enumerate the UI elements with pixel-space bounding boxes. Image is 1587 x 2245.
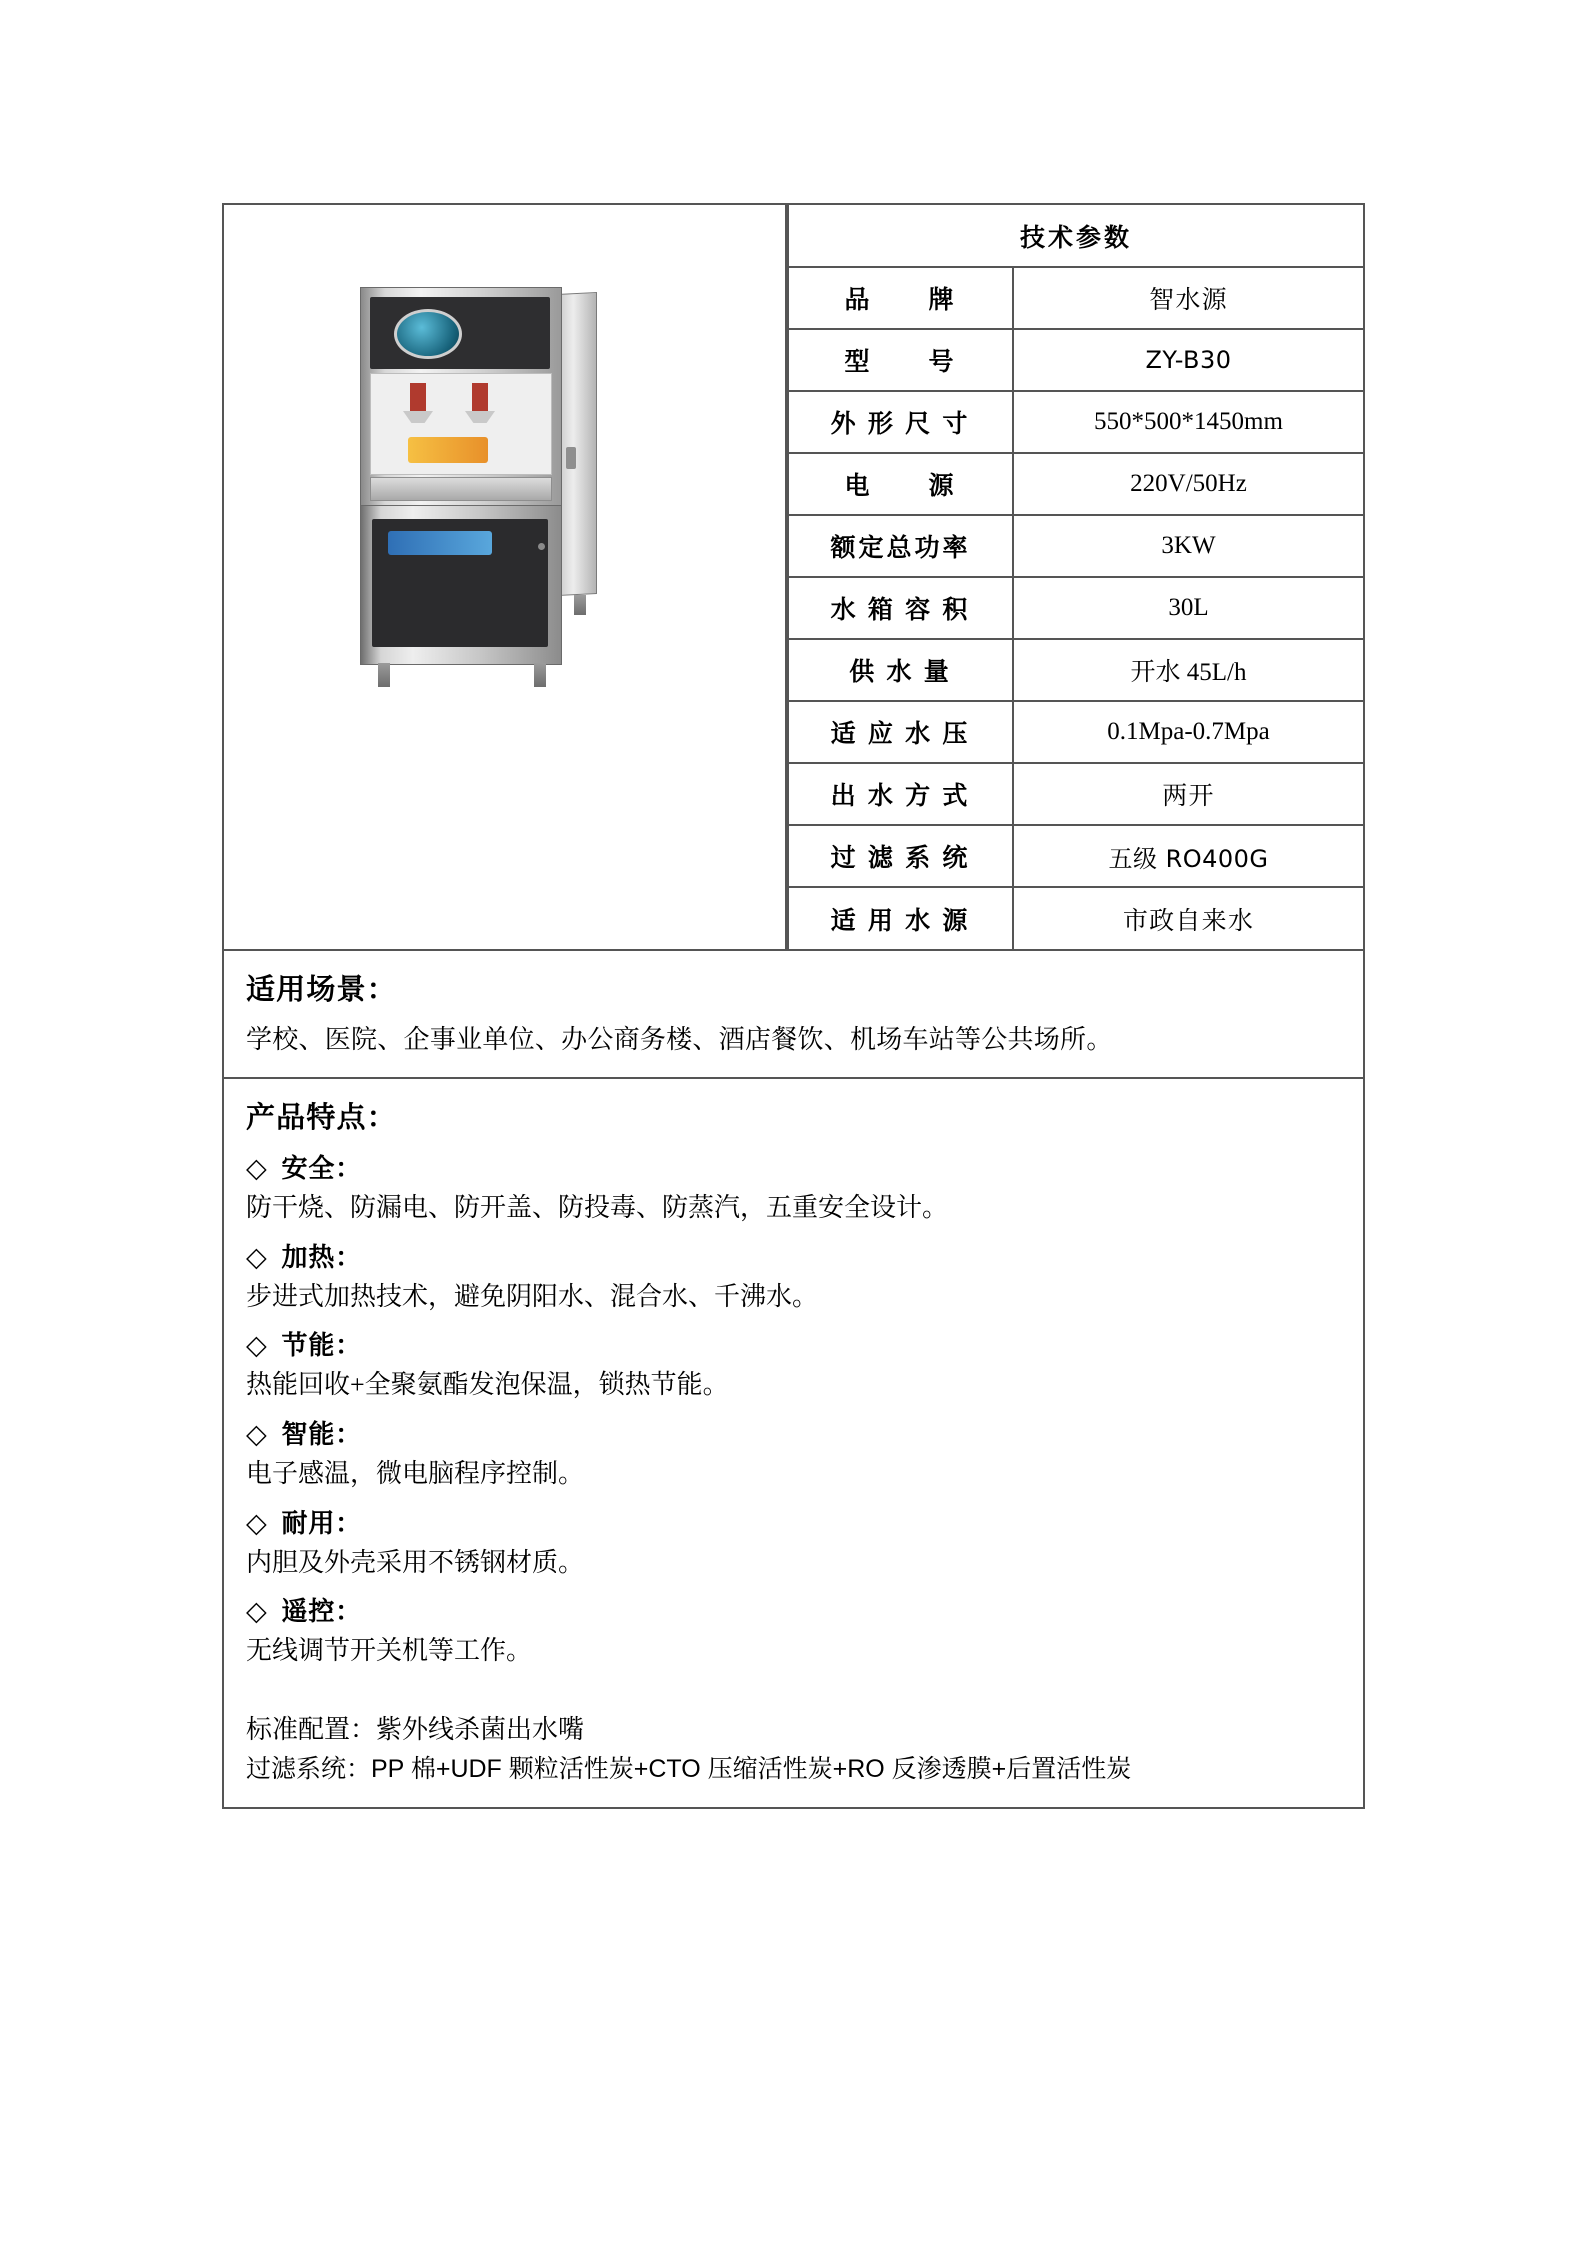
diamond-bullet-icon: ◇: [246, 1507, 268, 1538]
product-spec-sheet: [222, 203, 1365, 1809]
spec-value-water-output: 开水 45L/h: [1013, 639, 1363, 701]
spec-label-tank-capacity: 水 箱 容 积: [788, 577, 1013, 639]
feature-text-energy-saving: 热能回收+全聚氨酯发泡保温，锁热节能。: [246, 1370, 729, 1400]
application-scenarios-heading: 适用场景：: [246, 974, 397, 1006]
spec-label-dimensions: 外 形 尺 寸: [788, 391, 1013, 453]
spec-value-brand: 智水源: [1013, 267, 1363, 329]
feature-item-smart: [246, 1414, 1341, 1493]
feature-text-durable: 内胆及外壳采用不锈钢材质。: [246, 1547, 585, 1577]
feature-item-heating: [246, 1237, 1341, 1316]
feature-title-text: 智能：: [281, 1420, 362, 1450]
spec-value-water-pressure: 0.1Mpa-0.7Mpa: [1013, 701, 1363, 763]
feature-item-remote-control: [246, 1591, 1341, 1670]
feature-title-text: 安全：: [281, 1154, 362, 1183]
feature-title-smart: [246, 1414, 1341, 1451]
spec-table-title: 技术参数: [788, 205, 1363, 267]
table-row: [788, 577, 1363, 639]
table-row: [788, 825, 1363, 887]
application-scenarios-section: [224, 949, 1363, 1077]
spec-label-water-output: 供 水 量: [788, 639, 1013, 701]
feature-item-safety: [246, 1148, 1341, 1227]
machine-display-icon: [394, 309, 462, 359]
feature-title-safety: [246, 1148, 1341, 1185]
machine-foot-right: [534, 663, 546, 687]
machine-tap-left-icon: [410, 383, 426, 417]
specifications-table: [787, 205, 1363, 949]
feature-text-heating: 步进式加热技术，避免阴阳水、混合水、千沸水。: [246, 1281, 819, 1311]
feature-title-heating: [246, 1237, 1341, 1274]
table-row: [788, 267, 1363, 329]
product-features-section: [224, 1077, 1363, 1807]
feature-title-text: 遥控：: [281, 1597, 362, 1627]
machine-drip-tray: [370, 477, 552, 501]
table-row: [788, 701, 1363, 763]
spec-value-rated-power: 3KW: [1013, 515, 1363, 577]
diamond-bullet-icon: ◇: [246, 1330, 268, 1361]
product-image-cell: [224, 205, 787, 949]
spec-value-power-supply: 220V/50Hz: [1013, 453, 1363, 515]
water-dispenser-illustration: [342, 287, 672, 707]
machine-side-panel: [557, 292, 597, 596]
spec-label-power-supply: 电 源: [788, 453, 1013, 515]
machine-tap-right-icon: [472, 383, 488, 417]
machine-foot-side: [574, 595, 586, 615]
spec-value-tank-capacity: 30L: [1013, 577, 1363, 639]
table-row: [788, 329, 1363, 391]
table-row: [788, 515, 1363, 577]
machine-brand-label: [408, 437, 488, 463]
spec-value-model: ZY-B30: [1013, 329, 1363, 391]
feature-item-durable: [246, 1503, 1341, 1582]
diamond-bullet-icon: ◇: [246, 1241, 268, 1272]
feature-title-text: 节能：: [281, 1331, 362, 1361]
machine-side-knob: [566, 447, 576, 469]
top-section: [224, 205, 1363, 949]
table-row: [788, 453, 1363, 515]
machine-foot-left: [378, 663, 390, 687]
spec-label-water-pressure: 适 应 水 压: [788, 701, 1013, 763]
table-row: [788, 887, 1363, 949]
feature-text-smart: 电子感温，微电脑程序控制。: [246, 1459, 585, 1489]
table-title-row: [788, 205, 1363, 267]
spec-label-brand: 品 牌: [788, 267, 1013, 329]
diamond-bullet-icon: ◇: [246, 1596, 268, 1627]
feature-title-remote-control: [246, 1591, 1341, 1628]
spec-label-water-source: 适 用 水 源: [788, 887, 1013, 949]
feature-item-energy-saving: [246, 1325, 1341, 1404]
table-row: [788, 763, 1363, 825]
standard-configuration-note: 标准配置：紫外线杀菌出水嘴: [246, 1715, 585, 1745]
product-features-heading: 产品特点：: [246, 1102, 397, 1134]
spec-value-dispense-mode: 两开: [1013, 763, 1363, 825]
feature-title-text: 加热：: [281, 1242, 362, 1272]
application-scenarios-text: 学校、医院、企事业单位、办公商务楼、酒店餐饮、机场车站等公共场所。: [246, 1025, 1113, 1054]
spec-label-dispense-mode: 出 水 方 式: [788, 763, 1013, 825]
table-row: [788, 391, 1363, 453]
diamond-bullet-icon: ◇: [246, 1419, 268, 1450]
spec-label-model: 型 号: [788, 329, 1013, 391]
spec-value-water-source: 市政自来水: [1013, 887, 1363, 949]
feature-title-durable: [246, 1503, 1341, 1540]
spec-label-filter-system: 过 滤 系 统: [788, 825, 1013, 887]
feature-title-energy-saving: [246, 1325, 1341, 1362]
diamond-bullet-icon: ◇: [246, 1153, 268, 1183]
table-row: [788, 639, 1363, 701]
filter-system-note: 过滤系统：PP 棉+UDF 颗粒活性炭+CTO 压缩活性炭+RO 反渗透膜+后置活性炭: [246, 1755, 1132, 1784]
spec-label-rated-power: 额定总功率: [788, 515, 1013, 577]
section-spacer: [246, 1672, 1341, 1710]
spec-value-dimensions: 550*500*1450mm: [1013, 391, 1363, 453]
machine-door-handle-icon: [538, 543, 545, 550]
machine-door-label: [388, 531, 492, 555]
feature-text-safety: 防干烧、防漏电、防开盖、防投毒、防蒸汽，五重安全设计。: [246, 1193, 949, 1222]
feature-text-remote-control: 无线调节开关机等工作。: [246, 1636, 533, 1666]
feature-title-text: 耐用：: [281, 1508, 362, 1538]
spec-value-filter-system: 五级 RO400G: [1013, 825, 1363, 887]
